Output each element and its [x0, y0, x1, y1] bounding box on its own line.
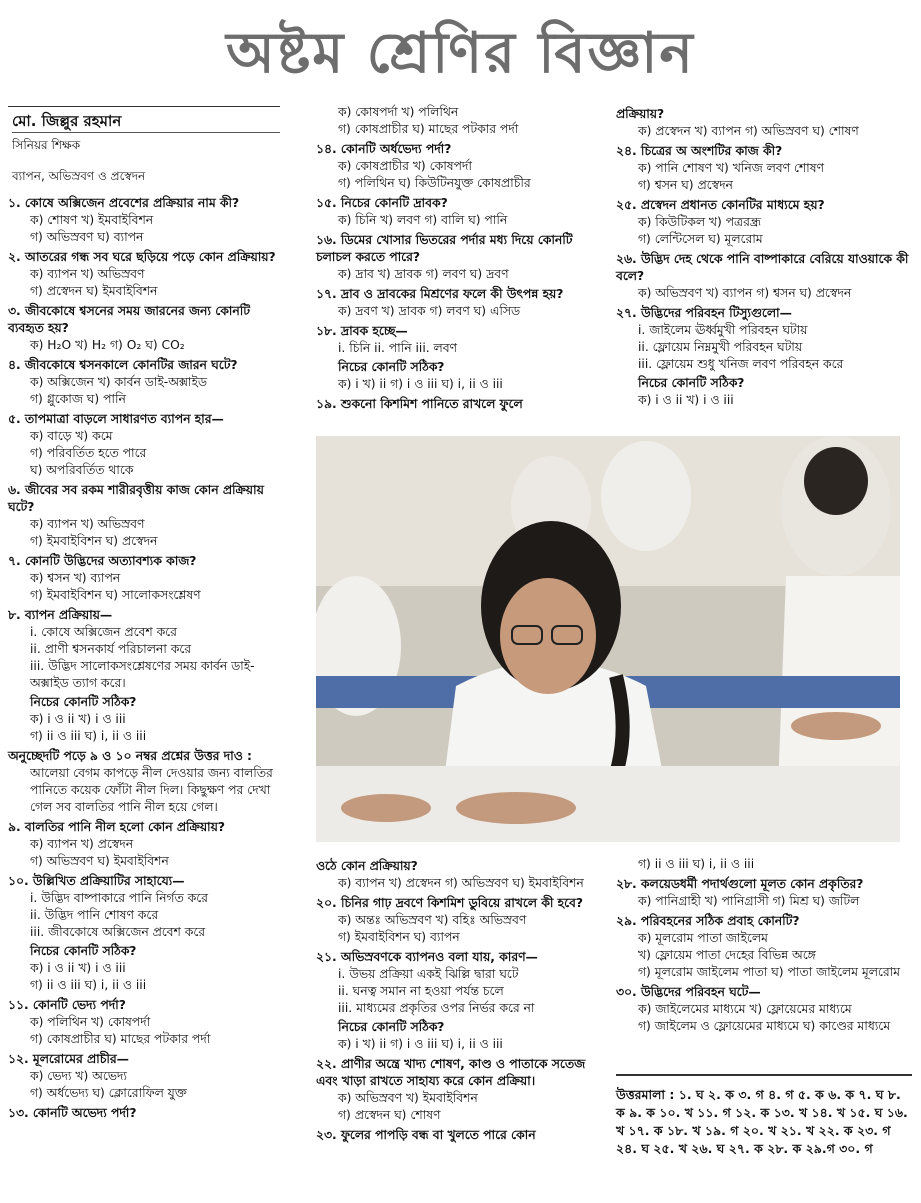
sub-prompt: নিচের কোনটি সঠিক?: [30, 944, 137, 958]
answer-option: i. জাইলেম ঊর্ধ্বমুখী পরিবহন ঘটায়: [638, 323, 808, 337]
question-text: ৭. কোনটি উদ্ভিদের অত্যাবশ্যক কাজ?: [8, 554, 197, 568]
answer-option: গ) লেন্টিসেল ঘ) মূলরোম: [638, 232, 763, 246]
answer-option: ক) প্রস্বেদন খ) ব্যাপন গ) অভিস্রবণ ঘ) শোষণ: [638, 124, 859, 138]
question-text: ৪. জীবকোষে শ্বসনকালে কোনটির জারন ঘটে?: [8, 358, 238, 372]
answer-option: ii. উদ্ভিদ পানি শোষণ করে: [30, 908, 159, 922]
question-block: [8, 1051, 280, 1102]
answer-option: ক) i ও ii খ) i ও iii: [30, 712, 126, 726]
question-list: [616, 856, 916, 1035]
question-text: ৬. জীবের সব রকম শারীরবৃত্তীয় কাজ কোন প্রক্রিয়ায় ঘটে?: [8, 483, 264, 514]
answer-option: ক) জাইলেমের মাধ্যমে খ) ফ্লোয়েমের মাধ্যমে: [638, 1002, 852, 1016]
question-text: ২৭. উদ্ভিদের পরিবহন টিস্যুগুলো—: [616, 306, 792, 320]
question-text: ২৬. উদ্ভিদ দেহ থেকে পানি বাষ্পাকারে বেরিয়ে যাওয়াকে কী বলে?: [616, 252, 909, 283]
answer-option: গ) মূলরোম জাইলেম পাতা ঘ) পাতা জাইলেম মূলরোম: [638, 965, 900, 979]
answer-option: গ) কোষপ্রাচীর ঘ) মাছের পটকার পর্দা: [30, 1032, 211, 1046]
question-block: [8, 357, 280, 408]
question-text: ১৮. দ্রাবক হচ্ছে—: [316, 324, 408, 338]
answer-option: ক) অভিস্রবণ খ) ইমবাইবিশন: [338, 1091, 478, 1105]
author-role: সিনিয়র শিক্ষক: [12, 132, 280, 154]
question-text: ১১. কোনটি ভেদ্য পর্দা?: [8, 998, 126, 1012]
column-2: [316, 104, 606, 416]
question-text: ২. আতরের গন্ধ সব ঘরে ছড়িয়ে পড়ে কোন প্রক্রিয়ায়?: [8, 250, 276, 264]
answer-option: গ) ii ও iii ঘ) i, ii ও iii: [30, 729, 147, 743]
question-block: [616, 197, 916, 248]
question-text: প্রক্রিয়ায়?: [616, 107, 665, 121]
question-list: [8, 195, 280, 1122]
question-text: ৩০. উদ্ভিদের পরিবহন ঘটে—: [616, 985, 761, 999]
question-block: [316, 895, 606, 946]
question-text: ওঠে কোন প্রক্রিয়ায়?: [316, 859, 418, 873]
question-block: [8, 411, 280, 479]
answer-option: ক) পলিথিন খ) কোষপর্দা: [30, 1015, 151, 1029]
sub-prompt: নিচের কোনটি সঠিক?: [338, 1020, 445, 1034]
question-text: ৮. ব্যাপন প্রক্রিয়ায়—: [8, 608, 113, 622]
question-block: [616, 984, 916, 1035]
answer-option: iii. মাধ্যমের প্রকৃতির ওপর নির্ভর করে না: [338, 1001, 535, 1015]
question-text: অনুচ্ছেদটি পড়ে ৯ ও ১০ নম্বর প্রশ্নের উত্তর দাও :: [8, 749, 252, 763]
question-block: [8, 249, 280, 300]
question-text: ৩. জীবকোষে শ্বসনের সময় জারনের জন্য কোনটি ব্যবহৃত হয়?: [8, 304, 250, 335]
question-text: ১৬. ডিমের খোসার ভিতরের পর্দার মধ্য দিয়ে কোনটি চলাচল করতে পারে?: [316, 233, 573, 264]
answer-option: ক) ব্যাপন খ) প্রস্বেদন গ) অভিস্রবণ ঘ) ইমবাইবিশন: [338, 876, 584, 890]
answer-option: গ) অভিস্রবণ ঘ) ব্যাপন: [30, 230, 144, 244]
question-list: [616, 106, 916, 409]
author-name: মো. জিল্লুর রহমান: [12, 112, 122, 130]
question-block: [316, 104, 606, 138]
answer-option: ক) কোষপ্রাচীর খ) কোষপর্দা: [338, 159, 472, 173]
answer-option: গ) প্রস্বেদন ঘ) শোষণ: [338, 1108, 441, 1122]
answer-option: i. চিনি ii. পানি iii. লবণ: [338, 341, 457, 355]
answer-option: ক) দ্রবণ খ) দ্রাবক গ) লবণ ঘ) এসিড: [338, 304, 521, 318]
question-text: ১. কোষে অক্সিজেন প্রবেশের প্রক্রিয়ার নাম কী?: [8, 196, 240, 210]
column-1: [8, 106, 280, 1125]
answer-option: ক) ব্যাপন খ) অভিস্রবণ: [30, 517, 145, 531]
question-block: [8, 195, 280, 246]
question-list: [316, 104, 606, 413]
answer-option: গ) ইমবাইবিশন ঘ) ব্যাপন: [338, 930, 460, 944]
students-writing-exam-illustration: [316, 436, 900, 842]
question-text: ২৯. পরিবহনের সঠিক প্রবাহ কোনটি?: [616, 914, 800, 928]
question-text: ১৩. কোনটি অভেদ্য পর্দা?: [8, 1106, 137, 1120]
question-block: [8, 748, 280, 816]
question-text: ১৪. কোনটি অর্ধভেদ্য পর্দা?: [316, 142, 452, 156]
question-block: [316, 323, 606, 393]
answer-option: ক) ব্যাপন খ) অভিস্রবণ: [30, 267, 145, 281]
answer-option: ক) H₂O খ) H₂ গ) O₂ ঘ) CO₂: [30, 338, 185, 352]
question-text: ১৭. দ্রাব ও দ্রাবকের মিশ্রণের ফলে কী উৎপন্ন হয়?: [316, 287, 564, 301]
answer-option: ক) শোষণ খ) ইমবাইবিশন: [30, 213, 154, 227]
answer-option: ক) অন্তঃ অভিস্রবণ খ) বহিঃ অভিস্রবণ: [338, 913, 527, 927]
question-text: ২৪. চিত্রের অ অংশটির কাজ কী?: [616, 144, 783, 158]
question-block: [616, 913, 916, 981]
question-text: ২৫. প্রস্বেদন প্রধানত কোনটির মাধ্যমে হয়?: [616, 198, 825, 212]
answer-key: উত্তরমালা : ১. ঘ ২. ক ৩. গ ৪. গ ৫. ক ৬. ক ৭. ঘ ৮. ক ৯. ক ১০. খ ১১. গ ১২. ক ১৩. খ ১৪. খ ১৫. ঘ ১৬. খ ১৭. ক ১৮. খ ১৯. গ ২০. খ ২১. খ ২২. ক ২৩. গ ২৪. ঘ ২৫. খ ২৬. ঘ ২৭. ক ২৮. ক ২৯.গ ৩০. গ: [616, 1074, 912, 1158]
column-3: [616, 104, 916, 412]
question-block: [316, 195, 606, 229]
answer-option: ক) বাড়ে খ) কমে: [30, 429, 113, 443]
sub-prompt: নিচের কোনটি সঠিক?: [338, 360, 445, 374]
question-text: ১৫. নিচের কোনটি দ্রাবক?: [316, 196, 448, 210]
question-block: [316, 949, 606, 1053]
answer-option: ii. ফ্লোয়েম নিম্নমুখী পরিবহন ঘটায়: [638, 340, 803, 354]
answer-option: ক) i ও ii খ) i ও iii: [30, 961, 126, 975]
question-block: [616, 143, 916, 194]
answer-option: গ) কোষপ্রাচীর ঘ) মাছের পটকার পর্দা: [338, 122, 519, 136]
answer-option: iii. ফ্লোয়েম শুধু খনিজ লবণ পরিবহন করে: [638, 357, 844, 371]
question-block: [316, 396, 606, 413]
answer-option: গ) পলিথিন ঘ) কিউটিনযুক্ত কোষপ্রাচীর: [338, 176, 531, 190]
question-block: [8, 303, 280, 354]
answer-option: ক) চিনি খ) লবণ গ) বালি ঘ) পানি: [338, 213, 508, 227]
answer-option: খ) ফ্লোয়েম পাতা দেহের বিভিন্ন অঙ্গে: [638, 948, 816, 962]
answer-option: ক) অভিস্রবণ খ) ব্যাপন গ) শ্বসন ঘ) প্রস্বেদন: [638, 286, 852, 300]
answer-option: গ) ইমবাইবিশন ঘ) সালোকসংশ্লেষণ: [30, 588, 201, 602]
question-block: [8, 482, 280, 550]
page-title: অষ্টম শ্রেণির বিজ্ঞান: [226, 20, 695, 86]
answer-option: ক) ব্যাপন খ) প্রস্বেদন: [30, 837, 134, 851]
answer-option: ক) অক্সিজেন খ) কার্বন ডাই-অক্সাইড: [30, 375, 207, 389]
answer-option: গ) অভিস্রবণ ঘ) ইমবাইবিশন: [30, 854, 169, 868]
question-text: ১০. উল্লিখিত প্রক্রিয়াটির সাহায্যে—: [8, 874, 185, 888]
question-block: [316, 1056, 606, 1124]
question-block: [316, 141, 606, 192]
answer-option: গ) ইমবাইবিশন ঘ) প্রস্বেদন: [30, 534, 158, 548]
answer-option: গ) ii ও iii ঘ) i, ii ও iii: [638, 857, 755, 871]
answer-option: i. উদ্ভিদ বাষ্পাকারে পানি নির্গত করে: [30, 891, 208, 905]
answer-option: গ) ii ও iii ঘ) i, ii ও iii: [30, 978, 147, 992]
question-text: ২৩. ফুলের পাপড়ি বন্ধ বা খুলতে পারে কোন: [316, 1128, 536, 1142]
exam-photo: [316, 436, 900, 842]
answer-option: i. উভয় প্রক্রিয়া একই ঝিল্লি দ্বারা ঘটে: [338, 967, 519, 981]
question-block: [316, 1127, 606, 1144]
question-block: [316, 286, 606, 320]
answer-option: গ) প্রস্বেদন ঘ) ইমবাইবিশন: [30, 284, 158, 298]
question-block: [8, 873, 280, 994]
question-block: [8, 997, 280, 1048]
answer-option: ii. প্রাণী শ্বসনকার্য পরিচালনা করে: [30, 642, 192, 656]
answer-option: ক) কিউটিকল খ) পত্ররন্ধ্র: [638, 215, 761, 229]
answer-option: গ) গ্লুকোজ ঘ) পানি: [30, 392, 126, 406]
answer-option: গ) পরিবর্তিত হতে পারে: [30, 446, 147, 460]
question-block: [616, 876, 916, 910]
answer-option: ক) পানি শোষণ খ) খনিজ লবণ শোষণ: [638, 161, 824, 175]
answer-option: গ) জাইলেম ও ফ্লোয়েমের মাধ্যমে ঘ) কাণ্ডের মাধ্যমে: [638, 1019, 891, 1033]
answer-option: i. কোষে অক্সিজেন প্রবেশ করে: [30, 625, 177, 639]
question-block: [316, 232, 606, 283]
question-text: ১৯. শুকনো কিশমিশ পানিতে রাখলে ফুলে: [316, 397, 523, 411]
sub-prompt: নিচের কোনটি সঠিক?: [30, 695, 137, 709]
answer-option: ক) i ও ii খ) i ও iii: [638, 393, 734, 407]
answer-option: ক) পানিগ্রাহী খ) পানিগ্রাসী গ) মিশ্র ঘ) জটিল: [638, 894, 860, 908]
answer-option: ii. ঘনত্ব সমান না হওয়া পর্যন্ত চলে: [338, 984, 504, 998]
answer-option: আলেয়া বেগম কাপড়ে নীল দেওয়ার জন্য বালতির পানিতে কয়েক ফোঁটা নীল দিল। কিছুক্ষণ পর দেখা গেল সব বালতির পানি নীল হয়ে গেল।: [30, 766, 273, 814]
question-block: [616, 305, 916, 409]
question-block: [8, 607, 280, 745]
question-block: [616, 251, 916, 302]
answer-option: iii. জীবকোষে অক্সিজেন প্রবেশ করে: [30, 925, 206, 939]
answer-option: ক) মূলরোম পাতা জাইলেম: [638, 931, 768, 945]
question-text: ২২. প্রাণীর অন্ত্রে খাদ্য শোষণ, কাণ্ড ও পাতাকে সতেজ এবং খাড়া রাখতে সাহায্য করে কোন প্রক্রিয়া।: [316, 1057, 586, 1088]
answer-option: গ) শ্বসন ঘ) প্রস্বেদন: [638, 178, 733, 192]
answer-option: ক) ভেদ্য খ) অভেদ্য: [30, 1069, 127, 1083]
question-text: ২০. চিনির গাঢ় দ্রবণে কিশমিশ ডুবিয়ে রাখলে কী হবে?: [316, 896, 584, 910]
answer-option: ক) i খ) ii গ) i ও iii ঘ) i, ii ও iii: [338, 377, 503, 391]
question-text: ২৮. কলয়েডধর্মী পদার্থগুলো মূলত কোন প্রকৃতির?: [616, 877, 864, 891]
answer-option: ঘ) অপরিবর্তিত থাকে: [30, 463, 134, 477]
sub-prompt: নিচের কোনটি সঠিক?: [638, 376, 745, 390]
answer-option: iii. উদ্ভিদ সালোকসংশ্লেষণের সময় কার্বন ডাই-অক্সাইড ত্যাগ করে।: [30, 659, 255, 690]
answer-option: ক) দ্রাব খ) দ্রাবক গ) লবণ ঘ) দ্রবণ: [338, 267, 509, 281]
question-list: [316, 858, 606, 1144]
question-block: [8, 1105, 280, 1122]
column-3-lower: [616, 856, 916, 1038]
question-block: [616, 106, 916, 140]
question-text: ২১. অভিস্রবণকে ব্যাপনও বলা যায়, কারণ—: [316, 950, 538, 964]
topic-heading: ব্যাপন, অভিস্রবণ ও প্রস্বেদন: [12, 169, 146, 183]
question-text: ১২. মূলরোমের প্রাচীর—: [8, 1052, 129, 1066]
question-block: [616, 856, 916, 873]
question-text: ৫. তাপমাত্রা বাড়লে সাধারণত ব্যাপন হার—: [8, 412, 224, 426]
question-block: [316, 858, 606, 892]
question-text: ৯. বালতির পানি নীল হলো কোন প্রক্রিয়ায়?: [8, 820, 226, 834]
question-block: [8, 553, 280, 604]
answer-option: গ) অর্ধভেদ্য ঘ) ক্লোরোফিল যুক্ত: [30, 1086, 187, 1100]
answer-option: ক) কোষপর্দা খ) পলিথিন: [338, 105, 459, 119]
question-block: [8, 819, 280, 870]
answer-option: ক) i খ) ii গ) i ও iii ঘ) i, ii ও iii: [338, 1037, 503, 1051]
column-2-lower: [316, 856, 606, 1147]
answer-option: ক) শ্বসন খ) ব্যাপন: [30, 571, 121, 585]
